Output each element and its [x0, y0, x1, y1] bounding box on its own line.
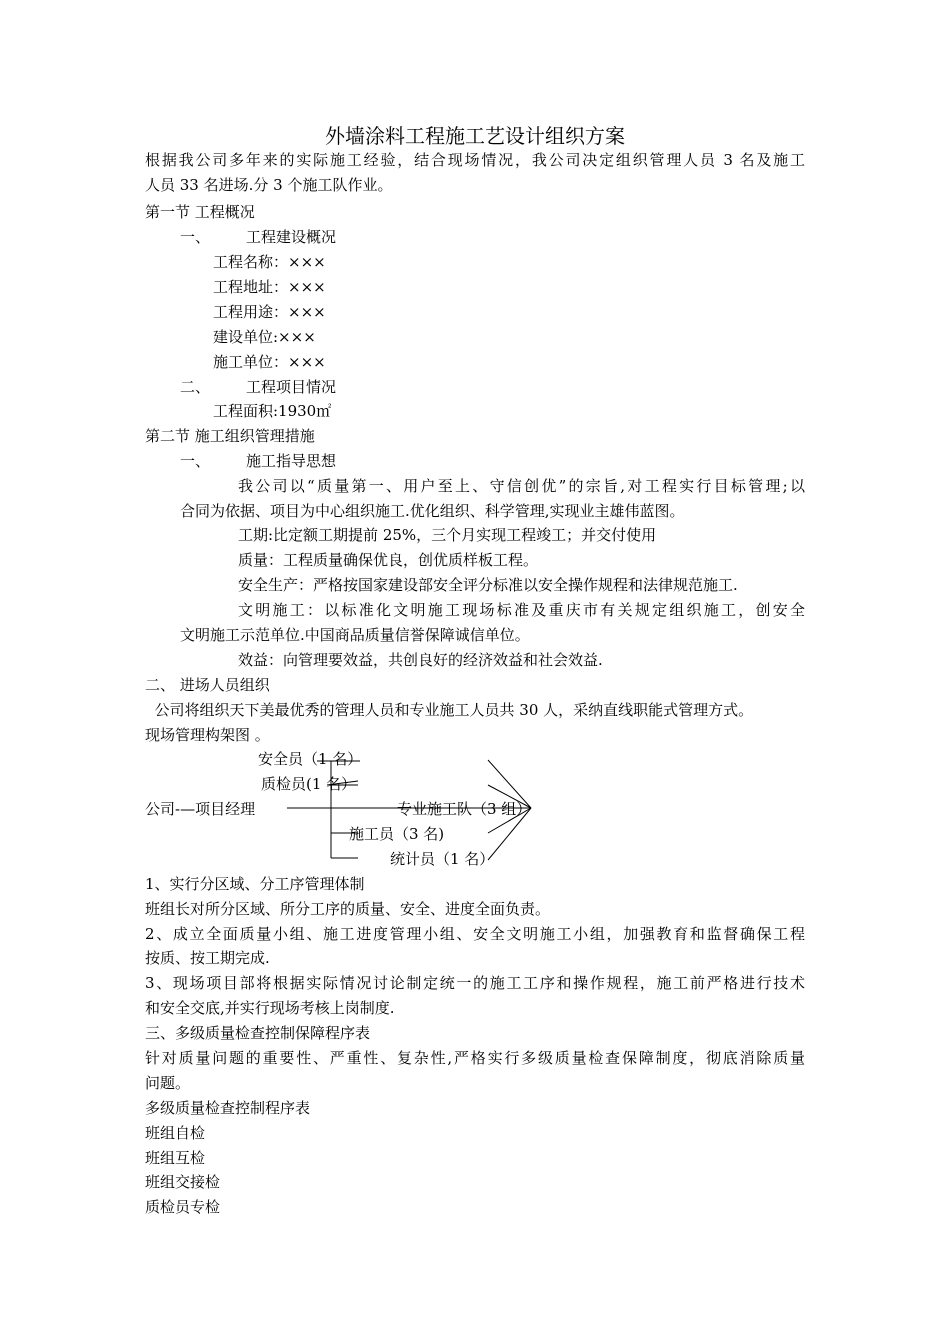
section2-sub1-title: 施工指导思想: [246, 452, 337, 470]
org-root: 公司-—项目经理: [145, 800, 256, 818]
personnel-heading: 二、 进场人员组织: [145, 676, 270, 694]
section1-heading: 第一节 工程概况: [145, 203, 255, 221]
section1-sub1-title: 工程建设概况: [246, 228, 337, 246]
quality-step-1: 班组自检: [145, 1124, 206, 1142]
document-title: 外墙涂料工程施工艺设计组织方案: [325, 124, 625, 148]
org-qc-officer: 质检员(1 名）: [261, 775, 357, 793]
measure-3-line-2: 和安全交底,并实行现场考核上岗制度.: [145, 999, 395, 1017]
quality-check-line-1: 针对质量问题的重要性、严重性、复杂性,严格实行多级质量检查保障制度，彻底消除质量: [145, 1049, 805, 1067]
project-area: 工程面积:1930㎡: [213, 402, 332, 420]
project-address: 工程地址：×××: [213, 278, 326, 296]
civilized-construction-line-2: 文明施工示范单位.中国商品质量信誉保障诚信单位。: [180, 626, 530, 644]
section2-heading: 第二节 施工组织管理措施: [145, 427, 315, 445]
section1-sub2-number: 二、: [180, 378, 211, 396]
project-usage: 工程用途：×××: [213, 303, 326, 321]
safety-goal: 安全生产：严格按国家建设部安全评分标准以安全操作规程和法律规范施工.: [238, 576, 738, 594]
measure-1-text: 班组长对所分区域、所分工序的质量、安全、进度全面负责。: [145, 900, 551, 918]
org-professional-team: 专业施工队（3 组）: [397, 800, 532, 818]
civilized-construction-line-1: 文明施工：以标准化文明施工现场标准及重庆市有关规定组织施工，创安全: [238, 601, 805, 619]
quality-step-3: 班组交接检: [145, 1173, 221, 1191]
project-owner: 建设单位:×××: [213, 328, 316, 346]
quality-check-line-2: 问题。: [145, 1074, 191, 1092]
quality-step-4: 质检员专检: [145, 1198, 221, 1216]
org-constructor: 施工员（3 名): [349, 825, 445, 843]
measure-1-title: 1、实行分区域、分工序管理体制: [145, 875, 365, 893]
measure-3-line-1: 3、现场项目部将根据实际情况讨论制定统一的施工工序和操作规程，施工前严格进行技术: [145, 974, 805, 992]
measure-2-line-2: 按质、按工期完成.: [145, 949, 270, 967]
quality-table-title: 多级质量检查控制程序表: [145, 1099, 311, 1117]
section1-sub1-number: 一、: [180, 228, 211, 246]
construction-period: 工期:比定额工期提前 25%，三个月实现工程竣工；并交付使用: [238, 526, 657, 544]
project-builder: 施工单位：×××: [213, 353, 326, 371]
org-statistician: 统计员（1 名）: [390, 850, 495, 868]
section2-sub1-number: 一、: [180, 452, 211, 470]
personnel-line-2: 现场管理构架图 。: [145, 726, 270, 744]
intro-line-2: 人员 33 名进场.分 3 个施工队作业。: [145, 176, 393, 194]
benefit-goal: 效益：向管理要效益，共创良好的经济效益和社会效益.: [238, 651, 603, 669]
measure-2-line-1: 2、成立全面质量小组、施工进度管理小组、安全文明施工小组，加强教育和监督确保工程: [145, 925, 805, 943]
personnel-line-1: 公司将组织天下美最优秀的管理人员和专业施工人员共 30 人，采纳直线职能式管理方式。: [145, 701, 754, 719]
intro-line-1: 根据我公司多年来的实际施工经验，结合现场情况，我公司决定组织管理人员 3 名及施工: [145, 151, 805, 169]
project-name: 工程名称：×××: [213, 253, 326, 271]
quality-step-2: 班组互检: [145, 1149, 206, 1167]
org-safety-officer: 安全员（1 名）: [258, 750, 363, 768]
quality-goal: 质量：工程质量确保优良，创优质样板工程。: [238, 551, 539, 569]
quality-check-heading: 三、多级质量检查控制保障程序表: [145, 1024, 371, 1042]
section1-sub2-title: 工程项目情况: [246, 378, 337, 396]
guiding-paragraph-line-1: 我公司以“质量第一、用户至上、守信创优”的宗旨,对工程实行目标管理;以: [238, 477, 805, 495]
guiding-paragraph-line-2: 合同为依据、项目为中心组织施工.优化组织、科学管理,实现业主雄伟蓝图。: [180, 502, 685, 520]
